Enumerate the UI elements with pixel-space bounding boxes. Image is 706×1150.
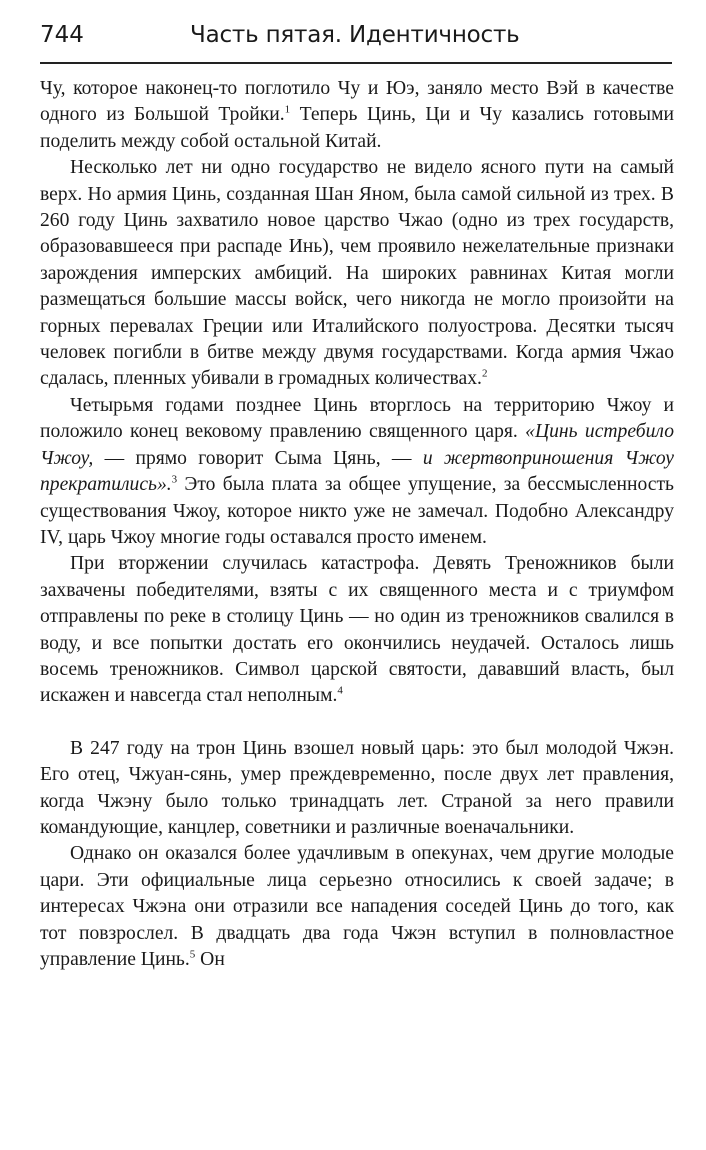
paragraph	[40, 155, 674, 393]
text-run: При вторжении случилась катастрофа. Девять Треножников были захвачены победителями, взяты с их священного места и с триумфом отправлены по реке в столицу Цинь — но один из треножников свалился в воду, и все попытки достать его окончились неудачей. Осталось лишь восемь треножников. Символ царской святости, дававший власть, был искажен и навсегда стал неполным.	[40, 553, 674, 707]
quotation-italic: «Цинь истребило Чжоу,	[40, 421, 675, 469]
text-run: Чу, которое наконец-то поглотило Чу и Юэ, заняло место Вэй в качестве одного из Большой Тройки.	[40, 78, 674, 126]
paragraph	[40, 841, 674, 973]
paragraph	[40, 551, 674, 709]
body-text	[40, 76, 674, 973]
quotation-italic: и жертвоприношения Чжоу прекратились».	[40, 447, 674, 496]
running-head: Часть пятая. Идентичность	[190, 22, 520, 48]
text-run: Однако он оказался более удачливым в опекунах, чем другие молодые цари. Эти официальные лица серьезно относились к своей задаче; в интересах Чжэна они отразили все нападения соседей Цинь до того, как тот повзрослел. В двадцать два года Чжэн вступил в полновластное управление Цинь.	[40, 843, 674, 970]
paragraph	[40, 736, 674, 842]
text-run: Теперь Цинь, Ци и Чу казались готовыми поделить между собой остальной Китай.	[40, 104, 674, 152]
paragraph	[40, 76, 674, 155]
text-run: Четырьмя годами позднее Цинь вторглось на территорию Чжоу и положило конец вековому правлению священного царя.	[40, 394, 674, 443]
text-run: Несколько лет ни одно государство не видело ясного пути на самый верх. Но армия Цинь, созданная Шан Яном, была самой сильной из трех. В 260 году Цинь захватило новое царство Чжао (одно из трех государств, образовавшееся при распаде Инь), чем проявило нежелательные признаки зарождения имперских амбиций. На широких равнинах Китая могли размещаться большие массы войск, чего никогда не могло произойти на горных перевалах Греции или Италийского полуострова. Десятки тысяч человек погибли в битве между двумя государствами. Когда армия Чжао сдалась, пленных убивали в громадных количествах.	[40, 157, 674, 390]
footnote-ref: 2	[481, 367, 488, 380]
footnote-ref: 4	[337, 684, 343, 697]
page-header	[40, 22, 672, 64]
text-run: — прямо говорит Сыма Цянь, —	[93, 447, 423, 469]
paragraph	[40, 393, 674, 551]
footnote-ref: 3	[171, 473, 178, 486]
text-run: Он	[195, 949, 225, 970]
footnote-ref: 1	[284, 103, 291, 116]
text-run: В 247 году на трон Цинь взошел новый царь: это был молодой Чжэн. Его отец, Чжуан-сянь, умер преждевременно, после двух лет правления, когда Чжэну было только тринадцать лет. Страной за него правили командующие, канцлер, советники и различные военачальники.	[40, 737, 674, 838]
text-run: Это была плата за общее упущение, за бессмысленность существования Чжоу, которое никто уже не замечал. Подобно Александру IV, царь Чжоу многие годы оставался просто именем.	[40, 474, 674, 548]
page-number: 744	[40, 22, 84, 48]
footnote-ref: 5	[189, 948, 196, 961]
